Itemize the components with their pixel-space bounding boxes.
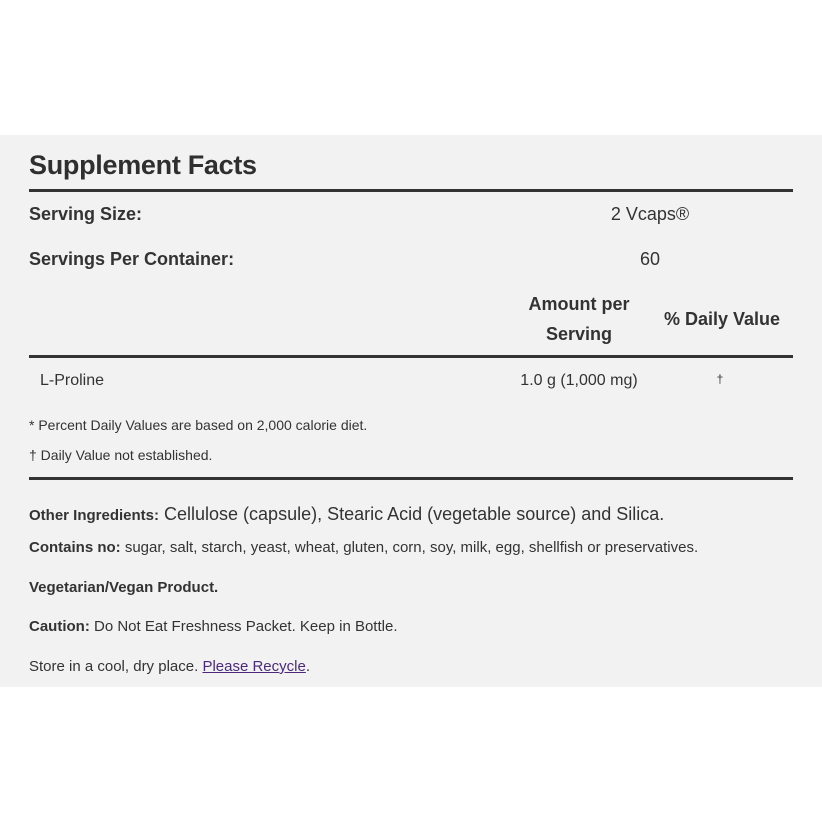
amount-header-line2: Serving	[545, 324, 613, 344]
ingredient-amount: 1.0 g (1,000 mg)	[520, 372, 638, 389]
footnote-percent: * Percent Daily Values are based on 2,000 calorie diet.	[29, 417, 368, 433]
contains-no-text: sugar, salt, starch, yeast, wheat, gluten, corn, soy, milk, egg, shellfish or preservatives.	[120, 539, 699, 556]
daily-value-header: % Daily Value	[663, 309, 781, 329]
page-title: Supplement Facts	[29, 150, 257, 180]
contains-no-label: Contains no:	[29, 539, 121, 556]
storage-text: Store in a cool, dry place.	[29, 658, 203, 675]
other-ingredients	[29, 504, 664, 525]
storage-note	[29, 658, 310, 675]
supplement-facts-panel	[0, 135, 822, 687]
divider	[29, 477, 793, 480]
servings-per-container-label: Servings Per Container:	[29, 249, 235, 269]
other-ingredients-text: Cellulose (capsule), Stearic Acid (vegetable source) and Silica.	[159, 504, 665, 524]
ingredient-daily-value: †	[716, 372, 724, 386]
divider	[29, 189, 793, 192]
ingredient-name: L-Proline	[40, 372, 105, 389]
caution	[29, 618, 397, 635]
amount-per-serving-header	[508, 289, 650, 349]
caution-text: Do Not Eat Freshness Packet. Keep in Bottle.	[89, 618, 398, 635]
please-recycle-link[interactable]: Please Recycle	[202, 658, 306, 675]
amount-header-line1: Amount per	[528, 294, 630, 314]
footnote-dagger: † Daily Value not established.	[29, 447, 213, 463]
other-ingredients-label: Other Ingredients:	[29, 507, 160, 524]
serving-size-label: Serving Size:	[29, 204, 143, 224]
contains-no	[29, 539, 698, 556]
serving-size-value: 2 Vcaps®	[610, 204, 690, 224]
vegan-note: Vegetarian/Vegan Product.	[29, 579, 219, 596]
divider	[29, 355, 793, 358]
storage-end: .	[305, 658, 310, 675]
caution-label: Caution:	[29, 618, 90, 635]
servings-per-container-value: 60	[639, 249, 661, 269]
